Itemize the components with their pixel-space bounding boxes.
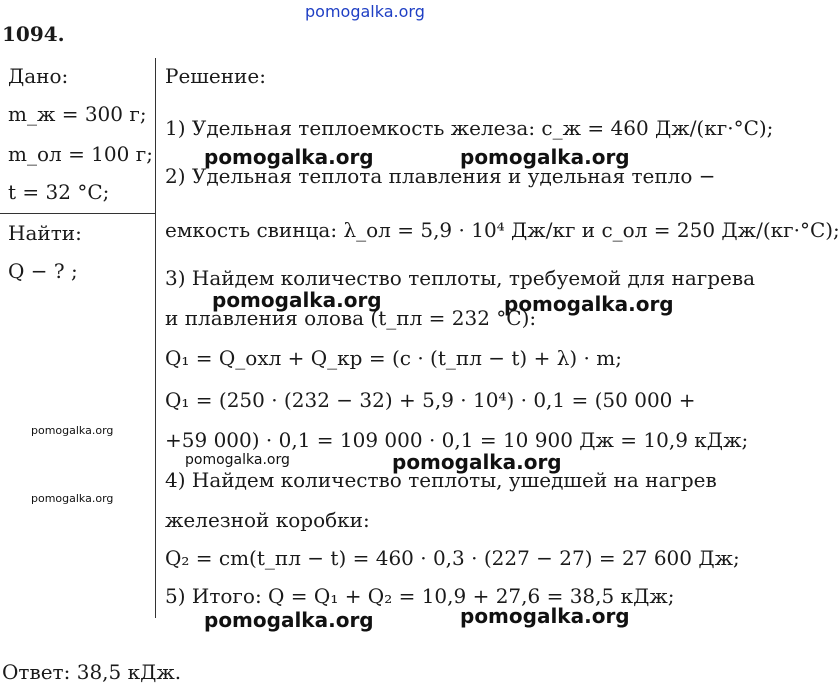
solution-line: 3) Найдем количество теплоты, требуемой для нагрева [165, 266, 756, 290]
watermark: pomogalka.org [392, 450, 562, 474]
answer: Ответ: 38,5 кДж. [2, 660, 182, 684]
solution-title: Решение: [165, 64, 266, 88]
given-line: m_ол = 100 г; [8, 142, 153, 166]
given-title: Дано: [8, 64, 69, 88]
solution-line: 1) Удельная теплоемкость железа: c_ж = 460 Дж/(кг·°C); [165, 116, 774, 140]
solution-line: 2) Удельная теплота плавления и удельная тепло − [165, 164, 716, 188]
solution-formula: +59 000) · 0,1 = 109 000 · 0,1 = 10 900 Дж = 10,9 кДж; [165, 428, 749, 452]
vertical-divider [155, 58, 156, 618]
solution-line: и плавления олова (t_пл = 232 °C): [165, 306, 537, 330]
problem-number: 1094. [2, 22, 65, 46]
find-title: Найти: [8, 221, 82, 245]
horizontal-divider [0, 213, 155, 214]
solution-formula: Q₂ = cm(t_пл − t) = 460 · 0,3 · (227 − 27) = 27 600 Дж; [165, 546, 740, 570]
watermark: pomogalka.org [204, 608, 374, 632]
watermark: pomogalka.org [460, 145, 630, 169]
solution-line: емкость свинца: λ_ол = 5,9 · 10⁴ Дж/кг и c_ол = 250 Дж/(кг·°C); [165, 218, 840, 242]
solution-line: железной коробки: [165, 508, 370, 532]
watermark: pomogalka.org [504, 292, 674, 316]
watermark: pomogalka.org [204, 145, 374, 169]
watermark-small: pomogalka.org [31, 492, 114, 505]
watermark-top: pomogalka.org [305, 2, 425, 21]
find-line: Q − ? ; [8, 259, 78, 283]
solution-line: 5) Итого: Q = Q₁ + Q₂ = 10,9 + 27,6 = 38,5 кДж; [165, 584, 675, 608]
given-line: m_ж = 300 г; [8, 102, 147, 126]
watermark: pomogalka.org [212, 288, 382, 312]
given-line: t = 32 °C; [8, 180, 110, 204]
watermark-small: pomogalka.org [31, 424, 114, 437]
solution-line: 4) Найдем количество теплоты, ушедшей на нагрев [165, 468, 717, 492]
solution-formula: Q₁ = (250 · (232 − 32) + 5,9 · 10⁴) · 0,1 = (50 000 + [165, 388, 696, 412]
solution-formula: Q₁ = Q_охл + Q_кр = (c · (t_пл − t) + λ) · m; [165, 346, 622, 370]
watermark: pomogalka.org [460, 604, 630, 628]
watermark-small: pomogalka.org [185, 452, 290, 468]
